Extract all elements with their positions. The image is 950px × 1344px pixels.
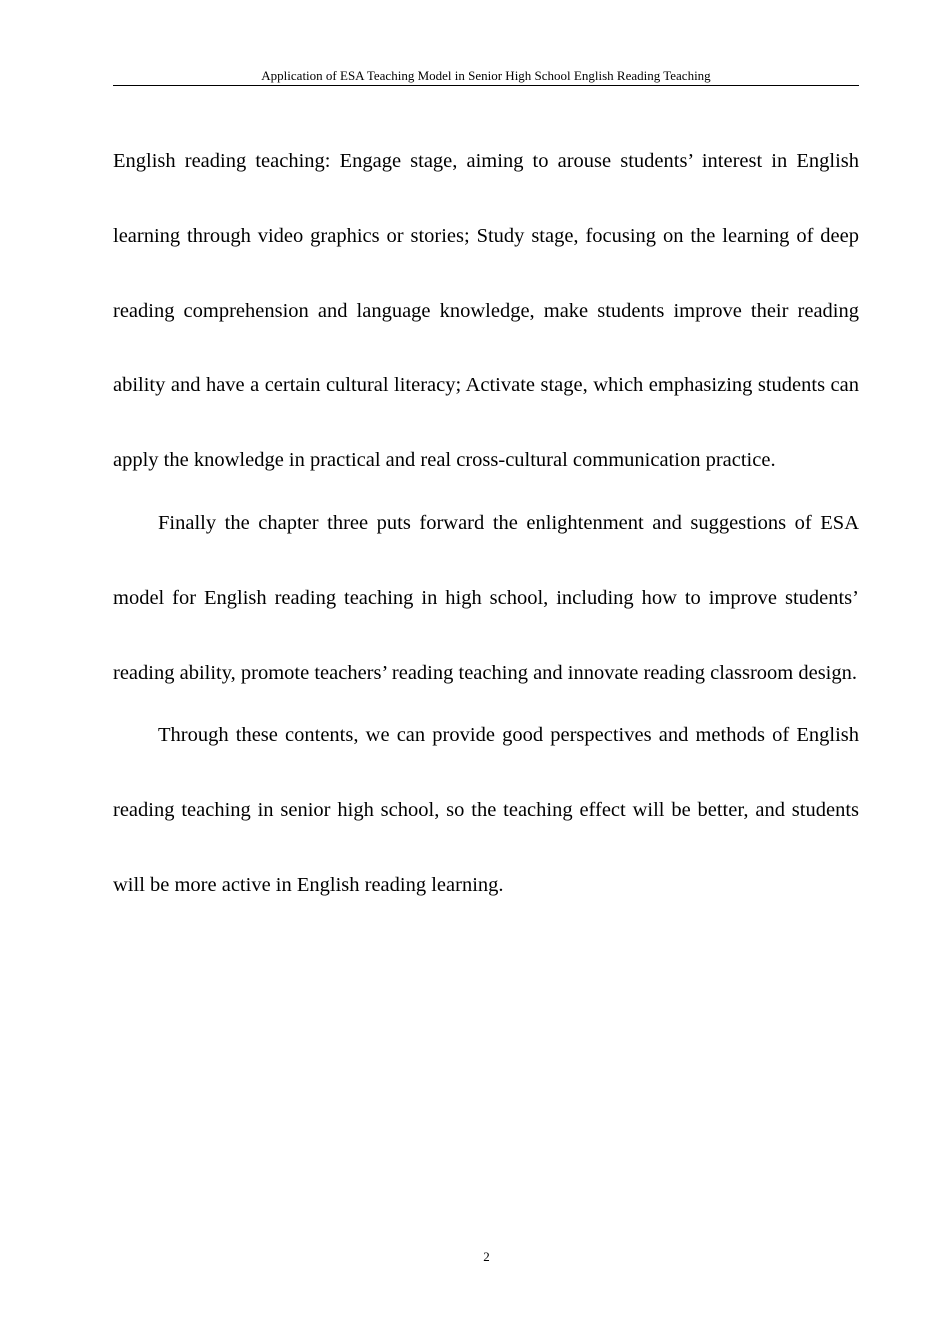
running-header	[113, 66, 859, 86]
running-header-title: Application of ESA Teaching Model in Senior High School English Reading Teaching	[261, 68, 711, 83]
body-text	[113, 124, 859, 923]
paragraph-conclusion: Through these contents, we can provide good perspectives and methods of English reading teaching in senior high school, so the teaching effect will be better, and students will be more active in English reading learning.	[113, 724, 859, 896]
paragraph-chapter-three: Finally the chapter three puts forward the enlightenment and suggestions of ESA model for English reading teaching in high school, including how to improve students’ reading ability, promote teachers’ reading teaching and innovate reading classroom design.	[113, 511, 859, 684]
paragraph-continued: English reading teaching: Engage stage, aiming to arouse students’ interest in English learning through video graphics or stories; Study stage, focusing on the learning of deep reading comprehension and language knowledge, make students improve their reading ability and have a certain cultural literacy; Activate stage, which emphasizing students can apply the knowledge in practical and real cross-cultural communication practice.	[113, 150, 859, 472]
page-number: 2	[483, 1249, 490, 1264]
